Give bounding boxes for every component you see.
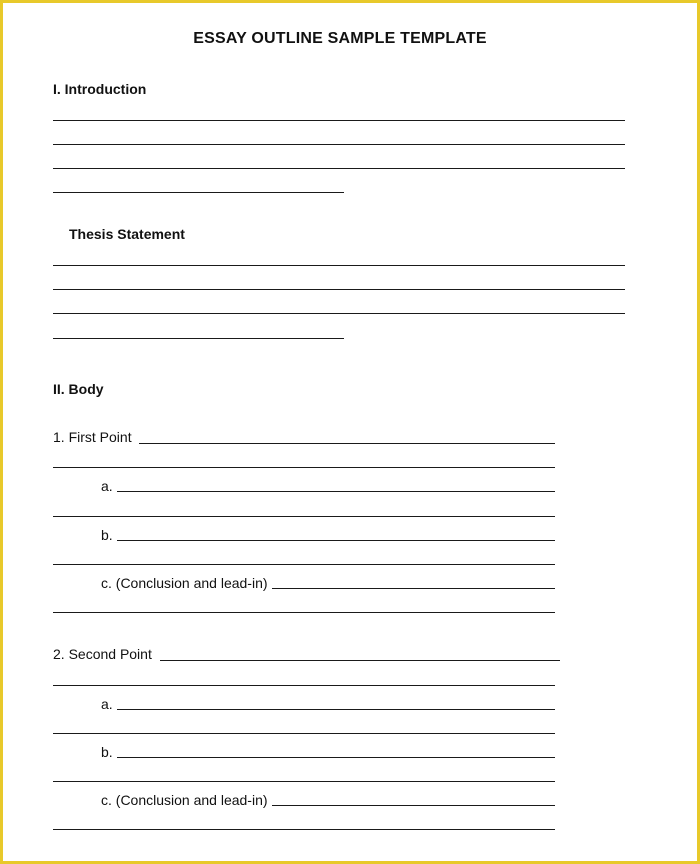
writing-line[interactable] (53, 564, 555, 565)
point-label-first: 1. First Point (53, 429, 132, 445)
writing-line[interactable] (53, 829, 555, 830)
writing-line[interactable] (53, 612, 555, 613)
section-heading-thesis: Thesis Statement (69, 226, 185, 242)
writing-line[interactable] (160, 660, 560, 661)
writing-line[interactable] (53, 313, 625, 314)
writing-line[interactable] (53, 120, 625, 121)
writing-line[interactable] (53, 144, 625, 145)
writing-line[interactable] (272, 805, 555, 806)
writing-line[interactable] (139, 443, 555, 444)
writing-line[interactable] (53, 685, 555, 686)
subpoint-label-a: a. (101, 478, 113, 494)
section-heading-body: II. Body (53, 381, 104, 397)
writing-line[interactable] (53, 516, 555, 517)
writing-line[interactable] (53, 781, 555, 782)
writing-line[interactable] (53, 733, 555, 734)
writing-line[interactable] (53, 265, 625, 266)
document-title: ESSAY OUTLINE SAMPLE TEMPLATE (193, 30, 487, 47)
writing-line[interactable] (117, 491, 555, 492)
writing-line[interactable] (53, 338, 344, 339)
subpoint-label-c: c. (Conclusion and lead-in) (101, 575, 268, 591)
section-heading-introduction: I. Introduction (53, 81, 147, 97)
writing-line[interactable] (53, 168, 625, 169)
writing-line[interactable] (272, 588, 555, 589)
writing-line[interactable] (117, 540, 555, 541)
writing-line[interactable] (117, 757, 555, 758)
point-label-second: 2. Second Point (53, 646, 152, 662)
writing-line[interactable] (53, 289, 625, 290)
subpoint-label-b: b. (101, 527, 113, 543)
writing-line[interactable] (53, 467, 555, 468)
writing-line[interactable] (117, 709, 555, 710)
subpoint-label-b: b. (101, 744, 113, 760)
subpoint-label-a: a. (101, 696, 113, 712)
subpoint-label-c: c. (Conclusion and lead-in) (101, 792, 268, 808)
writing-line[interactable] (53, 192, 344, 193)
